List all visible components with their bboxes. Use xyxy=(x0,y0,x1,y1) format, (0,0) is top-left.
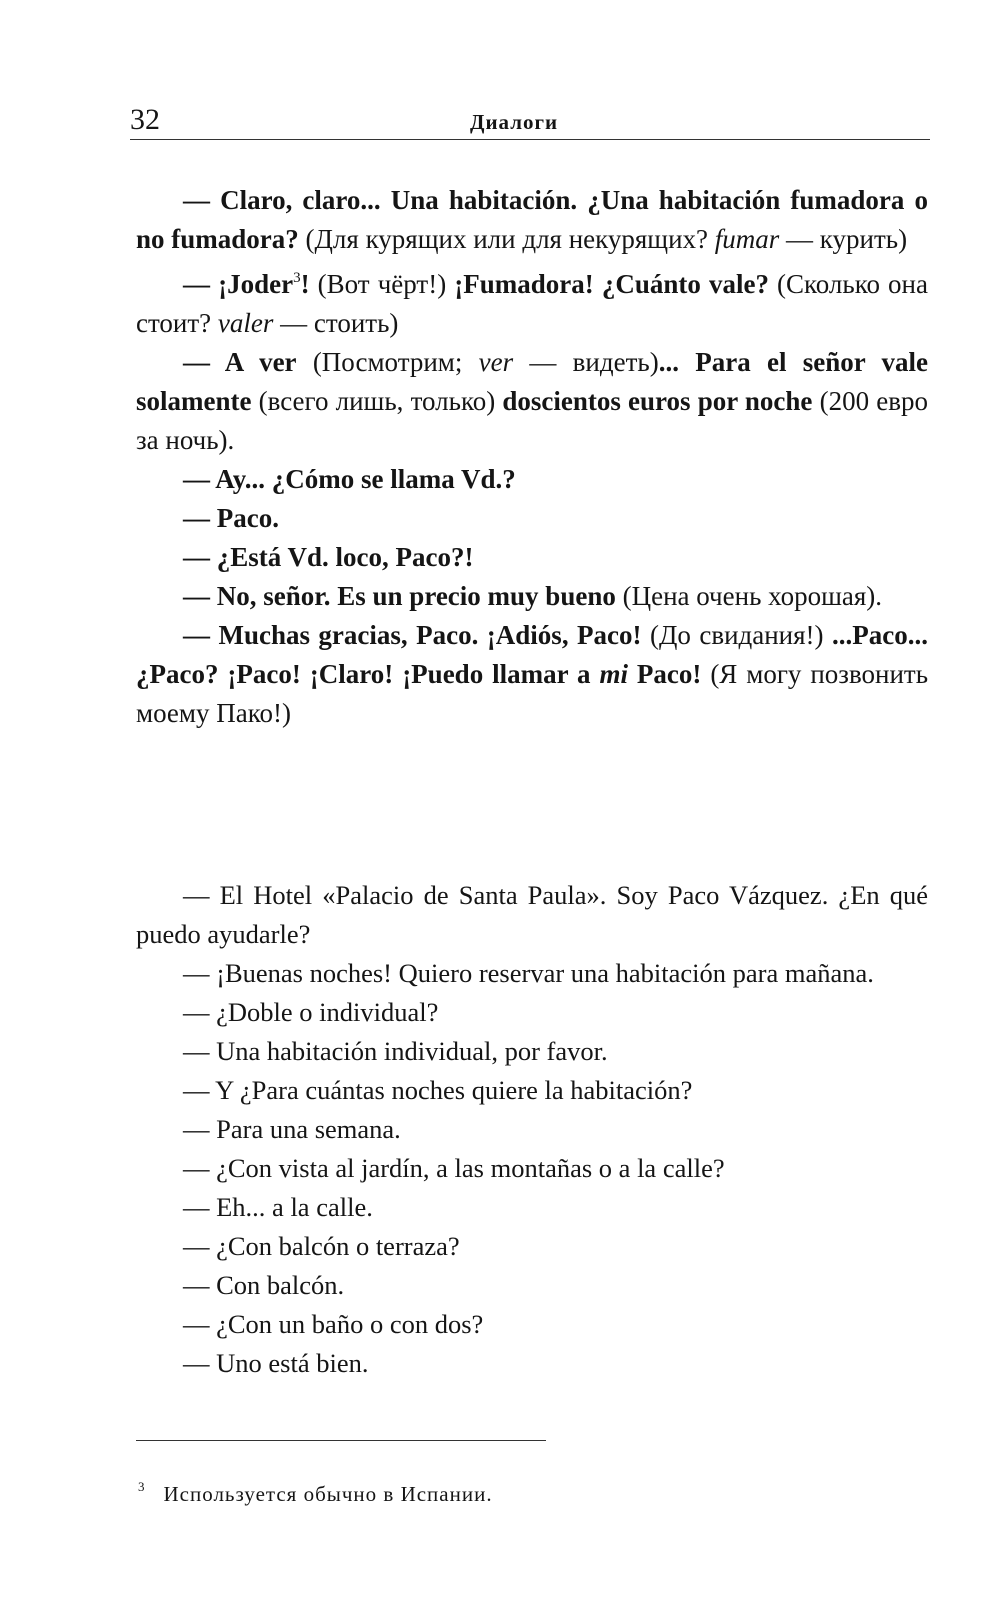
vocab-word: valer xyxy=(217,308,274,338)
spanish-text: — Paco. xyxy=(183,503,279,533)
page-header xyxy=(130,100,930,140)
spanish-text: ...Paco... ¿Paco? ¡Paco! ¡Claro! ¡Puedo llamar a xyxy=(136,620,928,689)
paragraph-7 xyxy=(136,577,928,616)
translation-text: (всего лишь, только) xyxy=(251,386,503,416)
paragraph-1 xyxy=(136,181,928,259)
dialogue-block-1 xyxy=(136,181,928,733)
vocab-word: ver xyxy=(478,347,514,377)
translation-text: (Посмотрим; xyxy=(296,347,479,377)
footnote-rule xyxy=(136,1440,546,1441)
spanish-text: Paco! xyxy=(627,659,702,689)
translation-text: (Вот чёрт!) xyxy=(309,269,455,299)
translation-text: (200 евро за ночь). xyxy=(136,386,928,455)
spanish-text: — Claro, claro... Una habitación. ¿Una habitación fumadora o no fumadora? xyxy=(136,185,928,254)
translation-text: (Сколько она стоит? xyxy=(136,269,928,338)
translation-text: (Я могу позвонить моему Пако!) xyxy=(136,659,929,728)
spanish-text: — Ay... ¿Cómo se llama Vd.? xyxy=(183,464,516,494)
dialogue-line: — Para una semana. xyxy=(183,1114,401,1144)
translation-text: (До свидания!) xyxy=(641,620,832,650)
translation-text: — видеть) xyxy=(513,347,659,377)
spanish-text: ! xyxy=(300,269,310,299)
dialogue-block-2 xyxy=(136,876,928,1383)
spanish-text-emphasis: mi xyxy=(599,659,628,689)
paragraph-8 xyxy=(136,616,928,733)
translation-text: (Цена очень хорошая). xyxy=(615,581,883,611)
dialogue-line: — Uno está bien. xyxy=(183,1348,369,1378)
spanish-text: doscientos euros por noche xyxy=(502,386,813,416)
dialogue-line: — Y ¿Para cuántas noches quiere la habitación? xyxy=(183,1075,693,1105)
translation-text: (Для курящих или для некурящих? xyxy=(298,224,715,254)
page-number: 32 xyxy=(130,103,160,136)
paragraph-5 xyxy=(136,499,928,538)
spanish-text: — A ver xyxy=(183,347,297,377)
spanish-text: — Muchas gracias, Paco. ¡Adiós, Paco! xyxy=(183,620,642,650)
dialogue-line: — ¿Doble o individual? xyxy=(183,997,439,1027)
footnote-reference: 3 xyxy=(293,270,301,286)
spanish-text: — ¿Está Vd. loco, Paco?! xyxy=(183,542,474,572)
header-rule xyxy=(130,139,930,140)
footnote-text: Используется обычно в Испании. xyxy=(163,1482,493,1506)
spanish-text: — No, señor. Es un precio muy bueno xyxy=(183,581,616,611)
footnote-marker: 3 xyxy=(138,1479,146,1494)
dialogue-line: — El Hotel «Palacio de Santa Paula». Soy Paco Vázquez. ¿En qué puedo ayudarle? xyxy=(136,880,928,949)
spanish-text: — ¡Joder xyxy=(183,269,294,299)
spanish-text: ¡Fumadora! ¿Cuánto vale? xyxy=(454,269,769,299)
dialogue-line: — ¿Con un baño o con dos? xyxy=(183,1309,484,1339)
running-title: Диалоги xyxy=(470,110,559,134)
paragraph-4 xyxy=(136,460,928,499)
translation-text: — курить) xyxy=(779,224,908,254)
dialogue-line: — Con balcón. xyxy=(183,1270,345,1300)
dialogue-line: — ¿Con vista al jardín, a las montañas o a la calle? xyxy=(183,1153,725,1183)
paragraph-3 xyxy=(136,343,928,460)
dialogue-line: — Eh... a la calle. xyxy=(183,1192,373,1222)
translation-text: — стоить) xyxy=(273,308,399,338)
vocab-word: fumar xyxy=(714,224,780,254)
footnote xyxy=(138,1472,493,1509)
spanish-text: ... Para el señor vale solamente xyxy=(136,347,928,416)
dialogue-line: — ¡Buenas noches! Quiero reservar una habitación para mañana. xyxy=(183,958,874,988)
paragraph-6 xyxy=(136,538,928,577)
dialogue-line: — ¿Con balcón o terraza? xyxy=(183,1231,460,1261)
dialogue-line: — Una habitación individual, por favor. xyxy=(183,1036,608,1066)
paragraph-2 xyxy=(136,259,928,343)
